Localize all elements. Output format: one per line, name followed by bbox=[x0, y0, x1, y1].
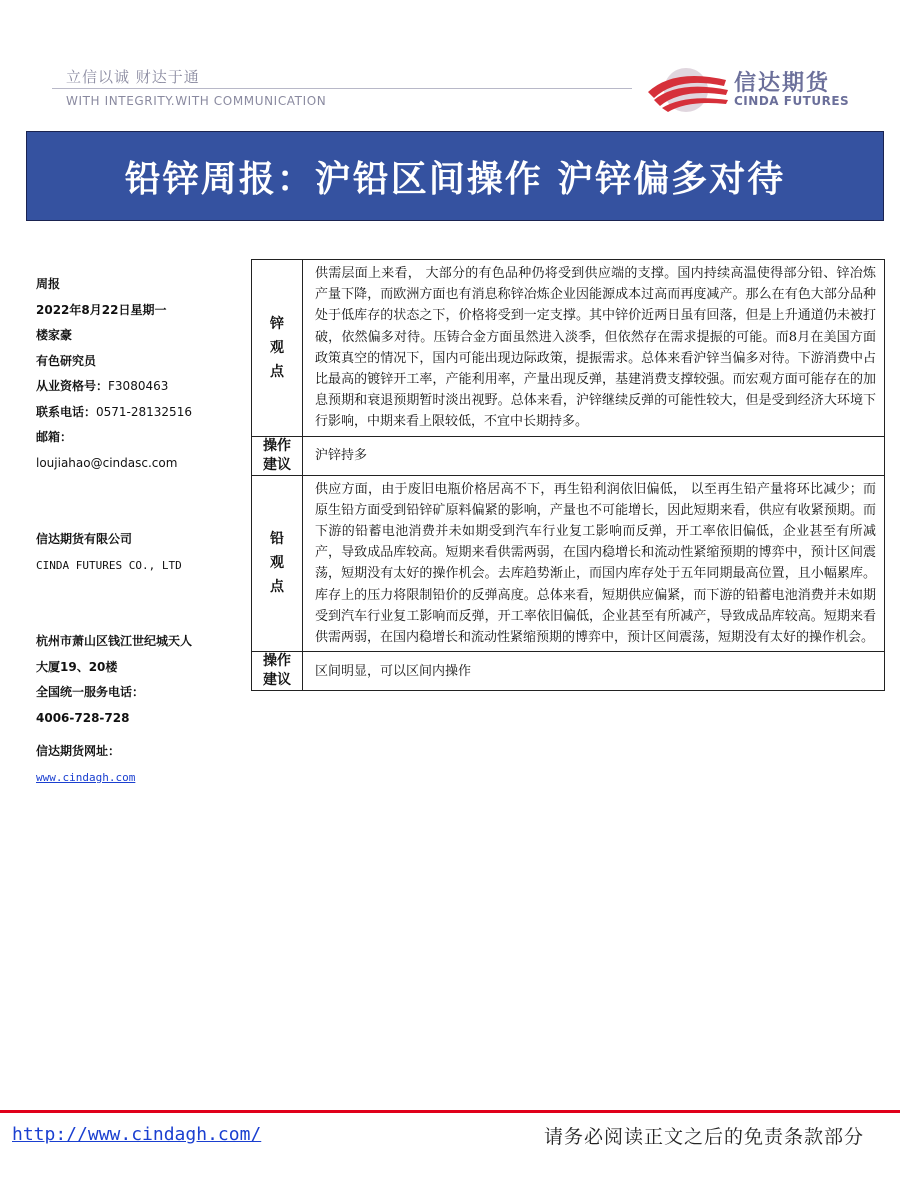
phone-label: 联系电话： bbox=[36, 404, 97, 419]
website-link[interactable]: www.cindagh.com bbox=[36, 770, 136, 784]
lead-advice-label-1: 操作 bbox=[263, 653, 291, 670]
zinc-advice-label bbox=[252, 436, 303, 475]
hotline-value: 4006-728-728 bbox=[36, 710, 130, 725]
zinc-advice-label-2: 建议 bbox=[263, 456, 291, 473]
footer-disclaimer: 请务必阅读正文之后的免责条款部分 bbox=[543, 1126, 864, 1148]
lead-view-label-text: 铅观点 bbox=[270, 531, 284, 596]
phone-line bbox=[36, 400, 236, 426]
address-line-1: 杭州市萧山区钱江世纪城天人 bbox=[36, 634, 193, 648]
report-type: 周报 bbox=[36, 277, 61, 291]
author-name: 楼家豪 bbox=[36, 328, 73, 342]
header-divider bbox=[52, 88, 632, 89]
hotline-label: 全国统一服务电话： bbox=[36, 685, 145, 699]
zinc-advice-label-1: 操作 bbox=[263, 437, 291, 454]
logo-chinese-name: 信达期货 bbox=[734, 71, 831, 96]
license-value: F3080463 bbox=[108, 379, 169, 393]
lead-view-text: 供应方面，由于废旧电瓶价格居高不下，再生铅利润依旧偏低， 以至再生铅产量将环比减少；而原生铅方面受到铅锌矿原料偏紧的影响，产量也不可能增长，因此短期来看，供应有收紧预期。而下游的铅蓄电池消费并未如期受到汽车行业复工影响而反弹，开工率依旧偏低，企业甚至有所减产，导致成品库较高。短期来看供需两弱，在国内稳增长和流动性紧缩预期的博弈中，预计区间震荡，短期没有太好的操作机会。去库趋势渐止，而国内库存处于五年同期最高位置，且小幅累库。库存上的压力将限制铅价的反弹高度。总体来看，短期供应偏紧，而下游的铅蓄电池消费并未如期受到汽车行业复工影响而反弹，开工率依旧偏低，企业甚至有所减产，导致成品库较高。短期来看供需两弱，在国内稳增长和流动性紧缩预期的博弈中，预计区间震荡，短期没有太好的操作机会。 bbox=[303, 475, 885, 652]
company-chinese-name: 信达期货有限公司 bbox=[36, 532, 133, 546]
report-date: 2022年8月22日星期一 bbox=[36, 302, 167, 317]
lead-view-label bbox=[252, 475, 303, 652]
address-line-2: 大厦19、20楼 bbox=[36, 659, 118, 674]
zinc-view-row bbox=[252, 260, 885, 437]
zinc-advice-text: 沪锌持多 bbox=[303, 436, 885, 475]
company-english-name: CINDA FUTURES CO., LTD bbox=[36, 558, 182, 572]
email-value[interactable]: loujiahao@cindasc.com bbox=[36, 455, 178, 470]
author-sidebar bbox=[36, 272, 236, 790]
website-label: 信达期货网址： bbox=[36, 744, 121, 758]
zinc-advice-row bbox=[252, 436, 885, 475]
license-label: 从业资格号： bbox=[36, 379, 109, 393]
header-tagline: WITH INTEGRITY.WITH COMMUNICATION bbox=[66, 94, 327, 108]
license-line bbox=[36, 374, 236, 400]
lead-advice-row bbox=[252, 652, 885, 691]
title-banner bbox=[26, 131, 884, 221]
lead-advice-label bbox=[252, 652, 303, 691]
logo-english-name: CINDA FUTURES bbox=[734, 94, 850, 108]
report-title: 铅锌周报：沪铅区间操作 沪锌偏多对待 bbox=[124, 157, 786, 200]
email-label: 邮箱： bbox=[36, 430, 73, 444]
author-role: 有色研究员 bbox=[36, 353, 97, 368]
lead-advice-text: 区间明显，可以区间内操作 bbox=[303, 652, 885, 691]
lead-advice-label-2: 建议 bbox=[263, 672, 291, 689]
lead-view-row bbox=[252, 475, 885, 652]
views-table bbox=[251, 259, 885, 691]
zinc-view-label bbox=[252, 260, 303, 437]
phone-value: 0571-28132516 bbox=[96, 404, 192, 419]
footer-divider bbox=[0, 1110, 900, 1113]
zinc-view-label-text: 锌观点 bbox=[270, 315, 284, 380]
header-slogan: 立信以诚 财达于通 bbox=[66, 68, 200, 86]
footer-url-link[interactable]: http://www.cindagh.com/ bbox=[12, 1124, 262, 1145]
zinc-view-text: 供需层面上来看， 大部分的有色品种仍将受到供应端的支撑。国内持续高温使得部分铅、锌冶炼产量下降，而欧洲方面也有消息称锌冶炼企业因能源成本过高而再度减产。那么在有色大部分品种处于低库存的状态之下，价格将受到一定支撑。其中锌价近两日虽有回落，但是上升通道仍未被打破，依然偏多对待。压铸合金方面虽然进入淡季，但依然存在需求提振的可能。而8月在美国方面政策真空的情况下，国内可能出现边际政策，提振需求。总体来看沪锌当偏多对待。下游消费中占比最高的镀锌开工率，产能利用率，产量出现反弹，基建消费支撑较强。而宏观方面可能存在的加息预期和衰退预期暂时淡出视野。总体来看，沪锌继续反弹的可能性较大，但是受到经济大环境下行影响，中期来看上限较低，不宜中长期持多。 bbox=[303, 260, 885, 437]
